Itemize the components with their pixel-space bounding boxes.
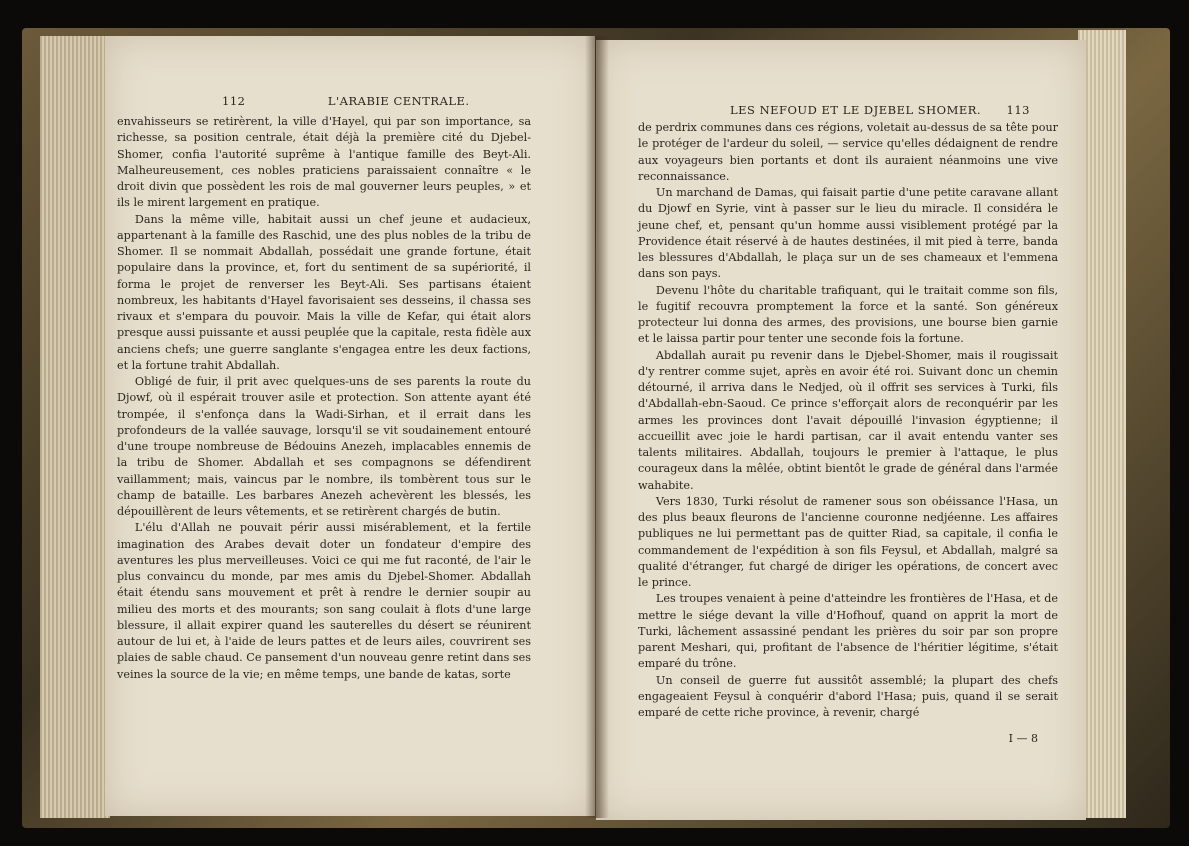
paragraph: Un conseil de guerre fut aussitôt assemblé; la plupart des chefs engageaient Feysul à conquérir d'abord l'Hasa; puis, quand il se serait emparé de cette riche province, à revenir, chargé — [638, 673, 1058, 719]
page-edges-left — [40, 36, 110, 818]
right-body-text — [638, 120, 1058, 721]
left-page — [105, 36, 595, 816]
paragraph: envahisseurs se retirèrent, la ville d'Hayel, qui par son importance, sa richesse, sa position centrale, était déjà la première cité du Djebel-Shomer, confia l'autorité suprême à l'antique famille des Beyt-Ali. Malheureusement, ces nobles praticiens paraissaient connaître « le droit divin que possèdent les rois de mal gouverner leurs peuples, » et ils le mirent largement en pratique. — [117, 115, 531, 210]
paragraph: Obligé de fuir, il prit avec quelques-uns de ses parents la route du Djowf, où il espérait trouver asile et protection. Son attente ayant été trompée, il s'enfonça dans la Wadi-Sirhan, et il errait dans les profondeurs de la vallée sauvage, lorsqu'il se vit soudainement entouré d'une troupe nombreuse de Bédouins Anezeh, implacables ennemis de la tribu de Shomer. Abdallah et ses compagnons se défendirent vaillamment; mais, vaincus par le nombre, ils tombèrent tous sur le champ de bataille. Les barbares Anezeh achevèrent les blessés, les dépouillèrent de leurs vêtements, et se retirèrent chargés de butin. — [117, 375, 531, 518]
paragraph: Un marchand de Damas, qui faisait partie d'une petite caravane allant du Djowf en Syrie, vint à passer sur le lieu du miracle. Il considéra le jeune chef, et, pensant qu'un homme aussi visiblement protégé par la Providence était réservé à de hautes destinées, il mit pied à terre, banda les blessures d'Abdallah, le plaça sur un de ses chameaux et l'emmena dans son pays. — [638, 186, 1058, 281]
paragraph: Devenu l'hôte du charitable trafiquant, qui le traitait comme son fils, le fugitif recouvra promptement la force et la santé. Son généreux protecteur lui donna des armes, des provisions, une bourse bien garnie et le laissa partir pour tenter une seconde fois la fortune. — [638, 283, 1058, 346]
right-running-head — [730, 103, 1030, 117]
right-page-number: 113 — [1006, 103, 1030, 117]
paragraph: Vers 1830, Turki résolut de ramener sous son obéissance l'Hasa, un des plus beaux fleurons de l'ancienne couronne nedjéenne. Les affaires publiques ne lui permettant pas de quitter Riad, sa capitale, il confia le commandement de l'expédition à son fils Feysul, et Abdallah, malgré sa qualité d'étranger, fut chargé de diriger les opérations, de concert avec le prince. — [638, 494, 1058, 589]
left-running-title: L'ARABIE CENTRALE. — [327, 94, 470, 108]
paragraph: de perdrix communes dans ces régions, voletait au-dessus de sa tête pour le protéger de l'ardeur du soleil, — service qu'elles dédaignent de rendre aux voyageurs bien portants et dont ils auraient néanmoins une vive reconnaissance. — [638, 121, 1059, 183]
paragraph: Abdallah aurait pu revenir dans le Djebel-Shomer, mais il rougissait d'y rentrer comme sujet, après en avoir été roi. Suivant donc un chemin détourné, il arriva dans le Nedjed, où il offrit ses services à Turki, fils d'Abdallah-ebn-Saoud. Ce prince s'efforçait alors de reconquérir par les armes les provinces dont l'avait dépouillé l'invasion égyptienne; il accueillit avec joie le hardi partisan, car il avait entendu vanter ses talents militaires. Abdallah, toujours le premier à l'attaque, le plus courageux dans la mêlée, obtint bientôt le grade de général dans l'armée wahabite. — [638, 348, 1058, 492]
left-page-number: 112 — [222, 94, 246, 108]
right-page — [596, 40, 1086, 820]
left-running-head — [222, 94, 552, 108]
right-running-title: LES NEFOUD ET LE DJEBEL SHOMER. — [730, 103, 982, 117]
paragraph: Les troupes venaient à peine d'atteindre les frontières de l'Hasa, et de mettre le siége devant la ville d'Hofhouf, quand on apprit la mort de Turki, lâchement assassiné pendant les prières du soir par son propre parent Meshari, qui, profitant de l'absence de l'héritier légitime, s'était emparé du trône. — [638, 592, 1058, 671]
paragraph: Dans la même ville, habitait aussi un chef jeune et audacieux, appartenant à la famille des Raschid, une des plus nobles de la tribu de Shomer. Il se nommait Abdallah, possédait une grande fortune, était populaire dans la province, et, fort du sentiment de sa supériorité, il forma le projet de renverser les Beyt-Ali. Ses partisans étaient nombreux, les habitants d'Hayel favorisaient ses desseins, il chassa ses rivaux et s'empara du pouvoir. Mais la ville de Kefar, qui était alors presque aussi puissante et aussi peuplée que la capitale, resta fidèle aux anciens chefs; une guerre sanglante s'engagea entre les deux factions, et la fortune trahit Abdallah. — [117, 212, 531, 372]
book-gutter — [585, 36, 609, 818]
left-body-text — [117, 114, 531, 683]
signature-mark: I — 8 — [1008, 732, 1038, 745]
paragraph: L'élu d'Allah ne pouvait périr aussi misérablement, et la fertile imagination des Arabes devait doter un fondateur d'empire des aventures les plus merveilleuses. Voici ce qui me fut raconté, de l'air le plus convaincu du monde, par mes amis du Djebel-Shomer. Abdallah était étendu sans mouvement et prêt à rendre le dernier soupir au milieu des morts et des mourants; son sang coulait à flots d'une large blessure, il allait expirer quand les sauterelles du désert se réunirent autour de lui et, à l'aide de leurs pattes et de leurs ailes, couvrirent ses plaies de sable chaud. Ce pansement d'un nouveau genre retint dans ses veines la source de la vie; en même temps, une bande de katas, sorte — [117, 521, 531, 681]
